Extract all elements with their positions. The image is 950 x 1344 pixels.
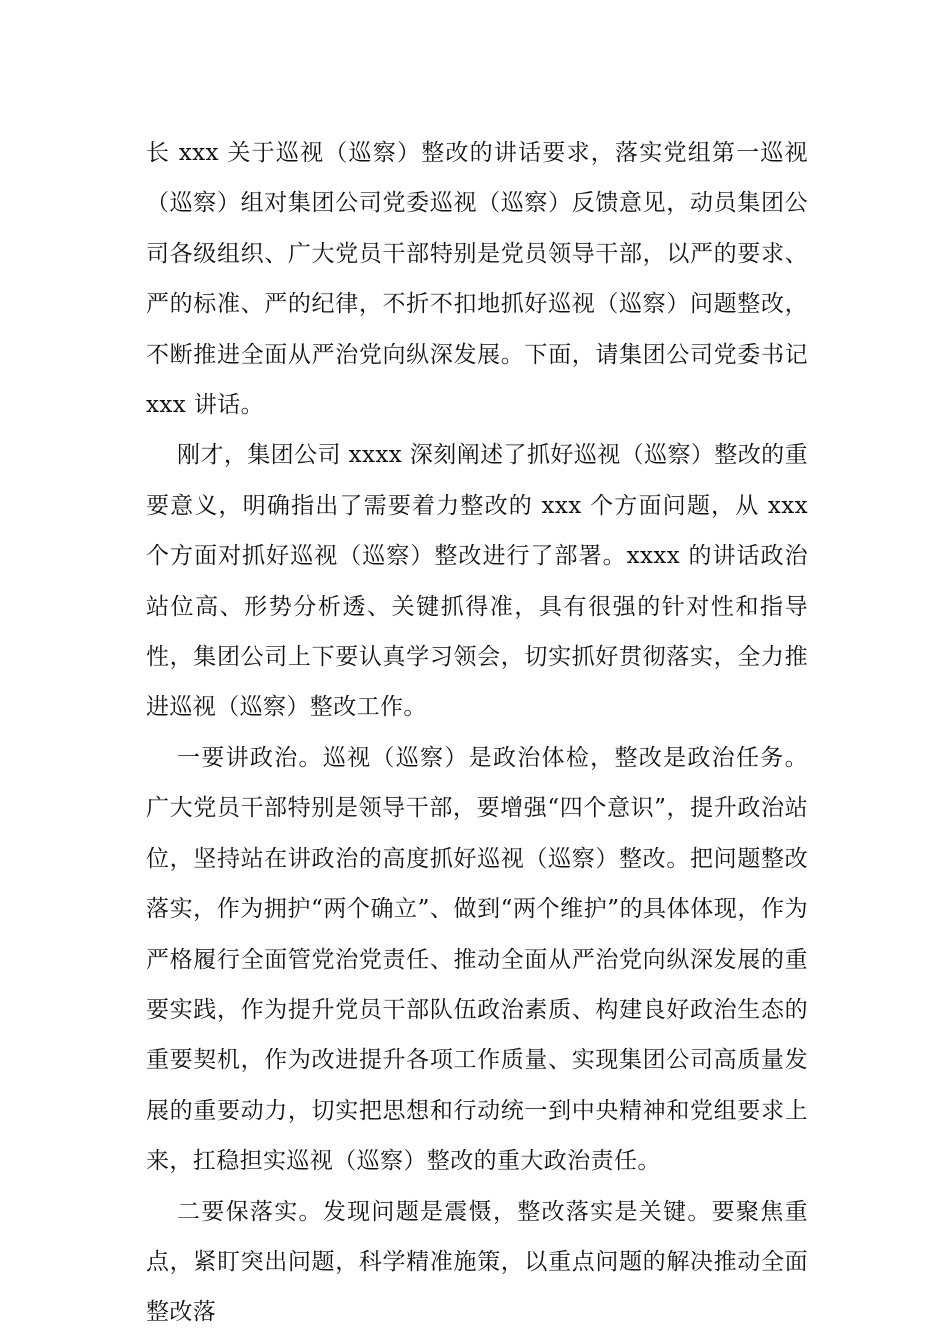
paragraph-3: 一要讲政治。巡视（巡察）是政治体检，整改是政治任务。广大党员干部特别是领导干部，要增强“四个意识”，提升政治站位，坚持站在讲政治的高度抓好巡视（巡察）整改。把问题整改落实，作为拥护“两个确立”、做到“两个维护”的具体体现，作为严格履行全面管党治党责任、推动全面从严治党向纵深发展的重要实践，作为提升党员干部队伍政治素质、构建良好政治生态的重要契机，作为改进提升各项工作质量、实现集团公司高质量发展的重要动力，切实把思想和行动统一到中央精神和党组要求上来，扛稳担实巡视（巡察）整改的重大政治责任。 (146, 744, 808, 1175)
paragraph-4: 二要保落实。发现问题是震慑，整改落实是关键。要聚焦重点，紧盯突出问题，科学精准施策，以重点问题的解决推动全面整改落 (146, 1198, 808, 1326)
paragraph-1: 长 xxx 关于巡视（巡察）整改的讲话要求，落实党组第一巡视（巡察）组对集团公司党委巡视（巡察）反馈意见，动员集团公司各级组织、广大党员干部特别是党员领导干部，以严的要求、严的标准、严的纪律，不折不扣地抓好巡视（巡察）问题整改，不断推进全面从严治党向纵深发展。下面，请集团公司党委书记 xxx 讲话。 (146, 140, 808, 419)
document-body (146, 128, 808, 1338)
paragraph-2: 刚才，集团公司 xxxx 深刻阐述了抓好巡视（巡察）整改的重要意义，明确指出了需要着力整改的 xxx 个方面问题，从 xxx 个方面对抓好巡视（巡察）整改进行了部署。xxxx 的讲话政治站位高、形势分析透、关键抓得准，具有很强的针对性和指导性，集团公司上下要认真学习领会，切实抓好贯彻落实，全力推进巡视（巡察）整改工作。 (146, 442, 808, 721)
